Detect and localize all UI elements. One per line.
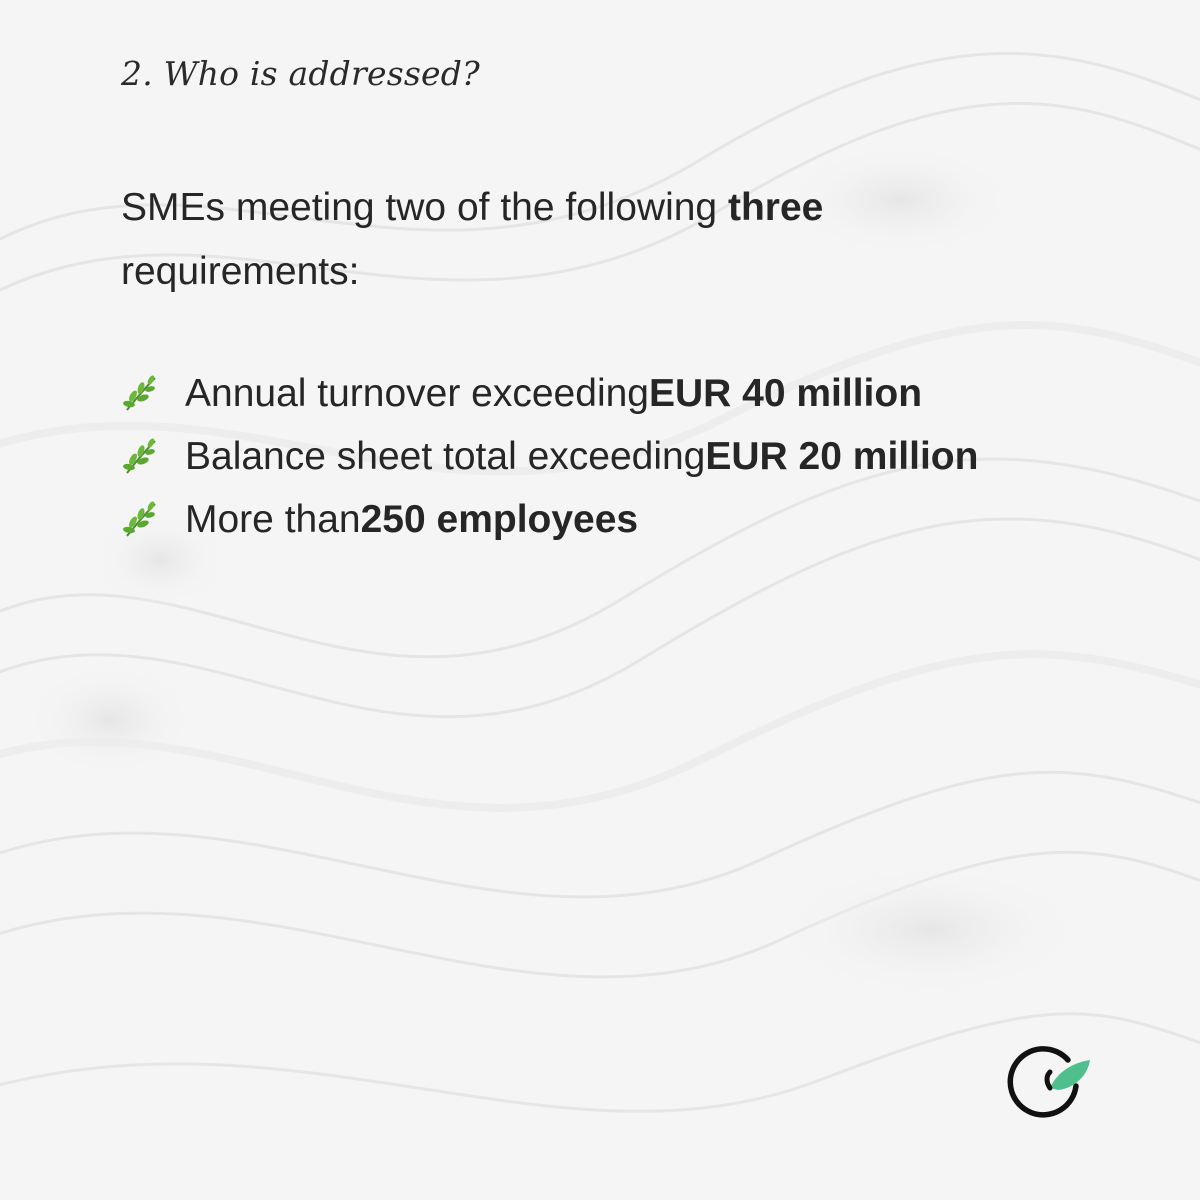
intro-text-end: requirements: bbox=[121, 250, 360, 293]
requirement-emphasis: EUR 20 million bbox=[705, 434, 979, 478]
requirement-text: Annual turnover exceeding bbox=[185, 371, 649, 415]
herb-icon bbox=[121, 500, 161, 540]
requirement-text: Balance sheet total exceeding bbox=[185, 434, 706, 478]
requirement-emphasis: EUR 40 million bbox=[648, 371, 923, 415]
brand-logo-icon bbox=[1006, 1038, 1096, 1118]
section-subtitle: 2. Who is addressed? bbox=[121, 54, 480, 93]
requirement-item bbox=[121, 425, 978, 488]
intro-text-start: SMEs meeting two of the following bbox=[121, 186, 728, 229]
intro-emphasis: three bbox=[727, 186, 824, 229]
herb-icon bbox=[121, 437, 161, 477]
requirement-emphasis: 250 employees bbox=[360, 497, 639, 541]
requirements-list bbox=[121, 362, 978, 551]
requirement-item bbox=[121, 362, 978, 425]
intro-text bbox=[121, 176, 1021, 304]
herb-icon bbox=[121, 374, 161, 414]
requirement-item bbox=[121, 488, 978, 551]
requirement-text: More than bbox=[185, 497, 361, 541]
